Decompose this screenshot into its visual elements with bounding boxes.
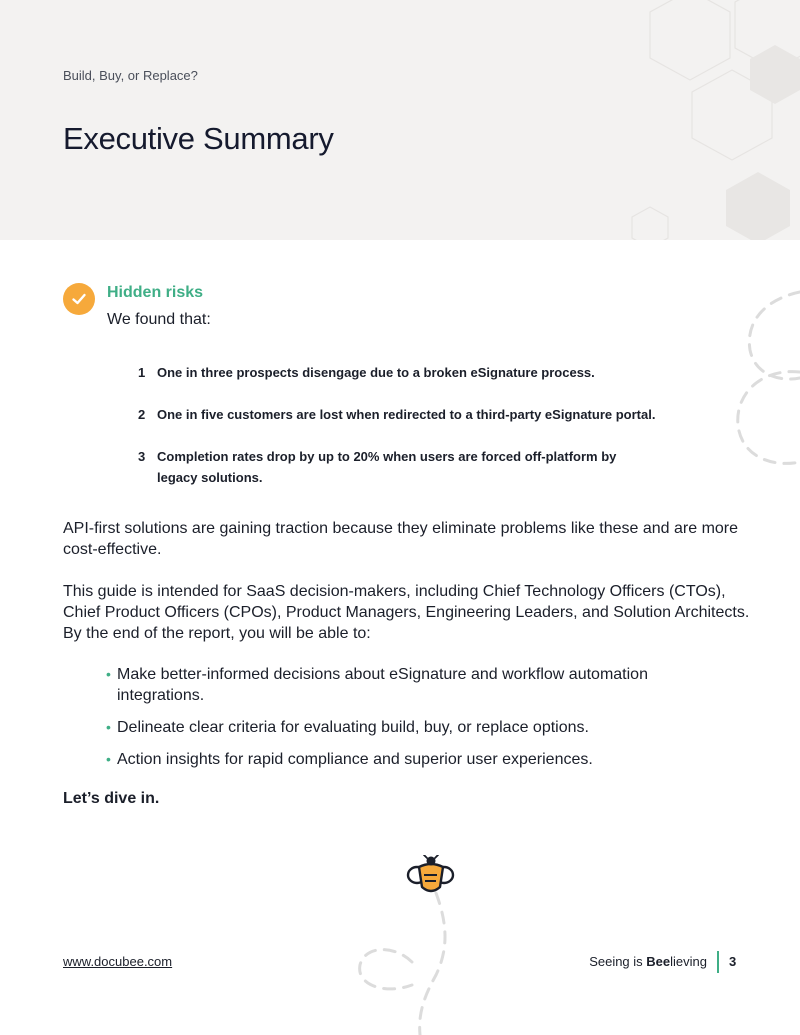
findings-list [138, 362, 658, 488]
finding-text: One in five customers are lost when redirected to a third-party eSignature portal. [157, 407, 656, 422]
outcome-item [106, 664, 706, 706]
section-heading-hidden-risks: Hidden risks [107, 284, 204, 301]
section-intro: We found that: [107, 311, 211, 328]
tagline-start: Seeing is [589, 954, 647, 969]
brand-tagline [589, 954, 707, 969]
finding-number: 1 [138, 365, 146, 380]
outcome-item [106, 717, 706, 738]
outcome-text: Delineate clear criteria for evaluating build, buy, or replace options. [117, 719, 589, 736]
header-band [0, 0, 800, 240]
check-icon [63, 283, 95, 315]
body-paragraph: This guide is intended for SaaS decision-makers, including Chief Technology Officers (CTOs), Chief Product Officers (CPOs), Product Managers, Engineering Leaders, and Solution Architects. By the end of the report, you will be able to: [63, 583, 750, 642]
bullet-dot-icon: • [106, 719, 111, 735]
finding-number: 3 [138, 449, 146, 464]
footer-divider [717, 951, 719, 973]
finding-item [138, 446, 658, 488]
bee-mascot-icon [404, 855, 458, 899]
bullet-dot-icon: • [106, 666, 111, 682]
outcome-item [106, 749, 706, 770]
page-title: Executive Summary [63, 121, 334, 156]
website-link[interactable]: www.docubee.com [63, 954, 173, 969]
finding-number: 2 [138, 407, 146, 422]
page-number: 3 [729, 954, 737, 969]
outcomes-list [106, 664, 706, 770]
outcome-text: Action insights for rapid compliance and superior user experiences. [117, 751, 593, 768]
closing-line: Let’s dive in. [63, 790, 160, 807]
finding-text: One in three prospects disengage due to a broken eSignature process. [157, 365, 595, 380]
bullet-dot-icon: • [106, 751, 111, 767]
tagline-end: lieving [670, 954, 707, 969]
finding-item [138, 362, 658, 383]
finding-item [138, 404, 658, 425]
finding-text: Completion rates drop by up to 20% when users are forced off-platform by legacy solutions. [157, 449, 617, 485]
body-paragraph: API-first solutions are gaining traction because they eliminate problems like these and are more cost-effective. [63, 520, 739, 558]
tagline-bold: Bee [646, 954, 671, 969]
document-eyebrow: Build, Buy, or Replace? [63, 68, 198, 83]
hexagon-pattern [0, 0, 800, 240]
outcome-text: Make better-informed decisions about eSignature and workflow automation integrations. [117, 666, 648, 704]
